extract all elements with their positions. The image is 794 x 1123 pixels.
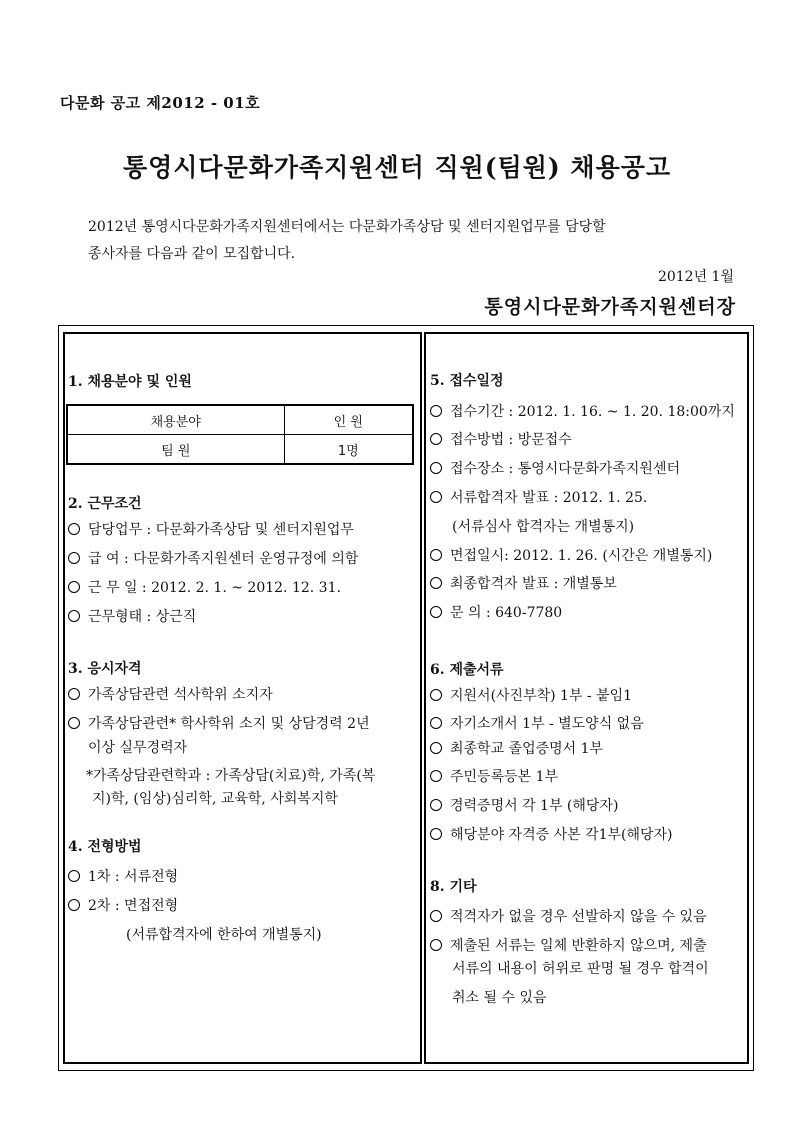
- intro-line: 2012년 통영시다문화가족지원센터에서는 다문화가족상담 및 센터지원업무를 담당할: [88, 219, 606, 235]
- list-item: 가족상담관련 석사학위 소지자: [68, 684, 273, 704]
- circle-bullet-icon: [68, 717, 80, 729]
- circle-bullet-icon: [430, 717, 442, 729]
- list-item: 문 의 : 640-7780: [430, 602, 562, 622]
- circle-bullet-icon: [68, 552, 80, 564]
- section-conditions-title: 2. 근무조건: [68, 496, 142, 512]
- intro-line: 종사자를 다음과 같이 모집합니다.: [88, 246, 296, 262]
- circle-bullet-icon: [430, 549, 442, 561]
- list-item-continuation: (서류심사 합격자는 개별통지): [452, 519, 635, 535]
- list-item: 주민등록등본 1부: [430, 766, 558, 786]
- circle-bullet-icon: [430, 433, 442, 445]
- list-item: 접수장소 : 통영시다문화가족지원센터: [430, 458, 680, 478]
- section-selection-title: 4. 전형방법: [68, 839, 142, 855]
- circle-bullet-icon: [68, 523, 80, 535]
- list-item: 경력증명서 각 1부 (해당자): [430, 795, 618, 815]
- list-item: 적격자가 없을 경우 선발하지 않을 수 있음: [430, 906, 707, 926]
- circle-bullet-icon: [430, 577, 442, 589]
- circle-bullet-icon: [430, 939, 442, 951]
- list-item-continuation: 서류의 내용이 허위로 판명 될 경우 합격이: [452, 961, 709, 977]
- circle-bullet-icon: [430, 910, 442, 922]
- selection-note: (서류합격자에 한하여 개별통지): [126, 927, 322, 943]
- list-item: 접수방법 : 방문접수: [430, 429, 572, 449]
- list-item: 근 무 일 : 2012. 2. 1. ~ 2012. 12. 31.: [68, 577, 341, 597]
- list-item: 자기소개서 1부 - 별도양식 없음: [430, 713, 644, 733]
- list-item: 담당업무 : 다문화가족상담 및 센터지원업무: [68, 519, 354, 539]
- list-item: 가족상담관련* 학사학위 소지 및 상담경력 2년: [68, 713, 370, 733]
- circle-bullet-icon: [68, 610, 80, 622]
- circle-bullet-icon: [68, 899, 80, 911]
- table-row: [67, 435, 413, 465]
- section-etc-title: 8. 기타: [430, 879, 477, 895]
- circle-bullet-icon: [430, 689, 442, 701]
- list-item: 제출된 서류는 일체 반환하지 않으며, 제출: [430, 935, 707, 955]
- circle-bullet-icon: [68, 870, 80, 882]
- section-recruitment-title: 1. 채용분야 및 인원: [68, 374, 192, 390]
- table-cell: 1명: [284, 435, 413, 465]
- circle-bullet-icon: [430, 405, 442, 417]
- section-qualification-title: 3. 응시자격: [68, 661, 142, 677]
- list-item: 1차 : 서류전형: [68, 866, 178, 886]
- list-item: 최종합격자 발표 : 개별통보: [430, 573, 617, 593]
- recruitment-table: [66, 404, 414, 465]
- table-header-cell: 채용분야: [67, 405, 284, 435]
- list-item: 최종학교 졸업증명서 1부: [430, 738, 603, 758]
- issuing-organization: 통영시다문화가족지원센터장: [484, 296, 736, 318]
- circle-bullet-icon: [430, 742, 442, 754]
- section-documents-title: 6. 제출서류: [430, 662, 504, 678]
- list-item: 지원서(사진부착) 1부 - 붙임1: [430, 685, 632, 705]
- circle-bullet-icon: [430, 462, 442, 474]
- list-item: 급 여 : 다문화가족지원센터 운영규정에 의함: [68, 548, 358, 568]
- circle-bullet-icon: [430, 491, 442, 503]
- circle-bullet-icon: [68, 688, 80, 700]
- list-item: 서류합격자 발표 : 2012. 1. 25.: [430, 487, 647, 507]
- list-item: 접수기간 : 2012. 1. 16. ~ 1. 20. 18:00까지: [430, 401, 735, 421]
- circle-bullet-icon: [430, 606, 442, 618]
- notice-date: 2012년 1월: [657, 269, 734, 285]
- table-cell: 팀 원: [67, 435, 284, 465]
- page-title: 통영시다문화가족지원센터 직원(팀원) 채용공고: [122, 153, 672, 182]
- qualification-note: 지)학, (임상)심리학, 교육학, 사회복지학: [92, 791, 338, 807]
- list-item-continuation: 이상 실무경력자: [88, 740, 188, 756]
- table-header-row: [67, 405, 413, 435]
- list-item: 면접일시: 2012. 1. 26. (시간은 개별통지): [430, 545, 712, 565]
- list-item: 해당분야 자격증 사본 각1부(해당자): [430, 824, 673, 844]
- list-item: 2차 : 면접전형: [68, 895, 178, 915]
- section-schedule-title: 5. 접수일정: [430, 373, 504, 389]
- circle-bullet-icon: [68, 581, 80, 593]
- qualification-note: *가족상담관련학과 : 가족상담(치료)학, 가족(복: [86, 768, 376, 784]
- notice-number: 다문화 공고 제2012 - 01호: [60, 94, 261, 112]
- circle-bullet-icon: [430, 828, 442, 840]
- table-header-cell: 인 원: [284, 405, 413, 435]
- list-item: 근무형태 : 상근직: [68, 606, 196, 626]
- circle-bullet-icon: [430, 770, 442, 782]
- intro-paragraph: [88, 214, 728, 268]
- circle-bullet-icon: [430, 799, 442, 811]
- list-item-continuation: 취소 될 수 있음: [452, 990, 547, 1006]
